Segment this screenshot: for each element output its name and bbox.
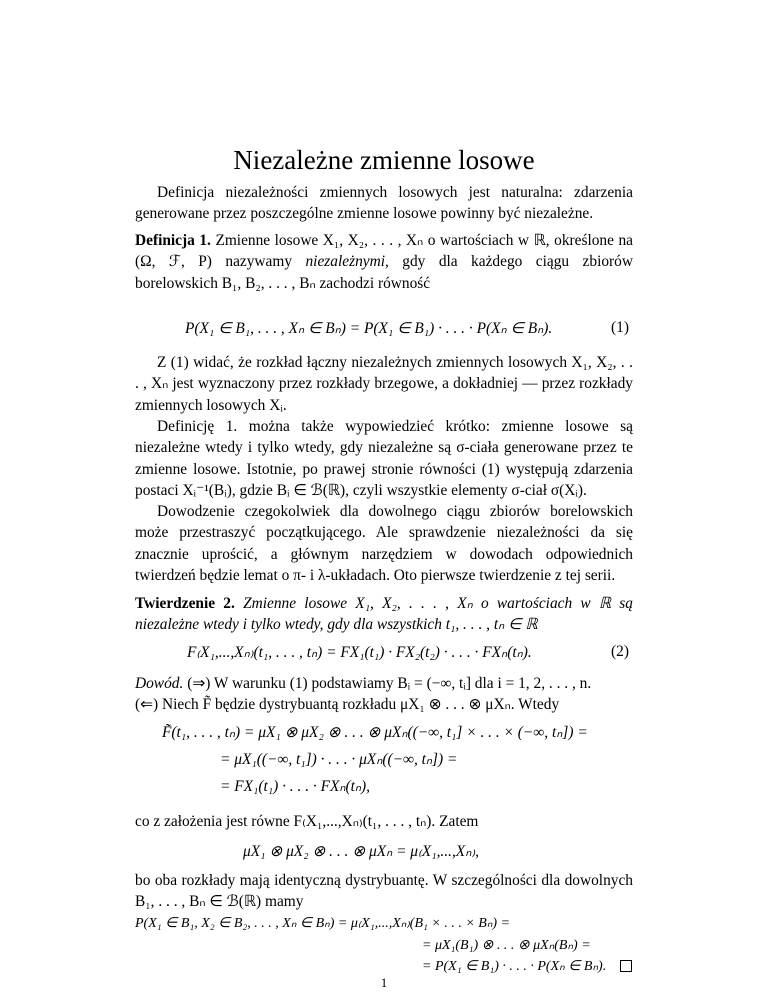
paragraph-5: co z założenia jest równe F₍X₁,...,Xₙ₎(t₁, . . . , tₙ). Zatem: [135, 813, 479, 830]
definition-text-b: gdy dla każdego ciągu zbiorów borelowskich B₁, B₂, . . . , Bₙ zachodzi równość: [135, 253, 633, 292]
equation-1: P(X₁ ∈ B₁, . . . , Xₙ ∈ Bₙ) = P(X₁ ∈ B₁) · . . . · P(Xₙ ∈ Bₙ).: [185, 320, 553, 337]
paragraph-4: Dowodzenie czegokolwiek dla dowolnego ciągu zbiorów borelowskich może przestraszyć początkującego. Ale sprawdzenie niezależności da się znacznie uprościć, a głównym narzędziem w dowodach odpowiednich twierdzeń będzie lemat o π- i λ-układach. Oto pierwsze twierdzenie z tej serii.: [135, 503, 633, 584]
equation-3-line-1: F̃(t₁, . . . , tₙ) = μX₁ ⊗ μX₂ ⊗ . . . ⊗ μXₙ((−∞, t₁] × . . . × (−∞, tₙ]) =: [162, 724, 588, 741]
proof-block: [135, 673, 633, 716]
paragraph-2: Z (1) widać, że rozkład łączny niezależnych zmiennych losowych X₁, X₂, . . . , Xₙ jest wyznaczony przez rozkłady brzegowe, a dokładniej — przez rozkłady zmiennych losowych Xᵢ.: [135, 354, 633, 414]
paragraph-6-text: bo oba rozkłady mają identyczną dystrybuantę. W szczególności dla dowolnych B₁, . . . , Bₙ ∈ ℬ(ℝ) mamy: [135, 872, 633, 911]
paragraph-3: Definicję 1. można także wypowiedzieć krótko: zmienne losowe są niezależne wtedy i tylko wtedy, gdy niezależne są σ-ciała generowane przez te zmienne losowe. Istotnie, po prawej stronie równości (1) występują zdarzenia postaci Xᵢ⁻¹(Bᵢ), gdzie Bᵢ ∈ ℬ(ℝ), czyli wszystkie elementy σ-ciał σ(Xᵢ).: [135, 418, 633, 499]
definition-block: [135, 230, 633, 294]
proof-line-2: (⇐) Niech F̃ będzie dystrybuantą rozkładu μX₁ ⊗ . . . ⊗ μXₙ. Wtedy: [135, 696, 560, 714]
definition-label: Definicja 1.: [135, 232, 211, 249]
theorem-block: [135, 593, 633, 636]
theorem-label: Twierdzenie 2.: [135, 595, 235, 612]
equation-5-line-3: = P(X₁ ∈ B₁) · . . . · P(Xₙ ∈ Bₙ).: [422, 959, 607, 974]
equation-3-line-2: = μX₁((−∞, t₁]) · . . . · μXₙ((−∞, tₙ]) =: [220, 751, 458, 768]
equation-5-line-1: P(X₁ ∈ B₁, X₂ ∈ B₂, . . . , Xₙ ∈ Bₙ) = μ₍X₁,...,Xₙ₎(B₁ × . . . × Bₙ) =: [135, 916, 511, 931]
page-title: Niezależne zmienne losowe: [233, 145, 535, 175]
definition-text-a: Zmienne losowe X₁, X₂, . . . , Xₙ o wartościach w ℝ, określone na (Ω, ℱ, P) nazywamy: [135, 232, 633, 271]
equation-5-line-2: = μX₁(B₁) ⊗ . . . ⊗ μXₙ(Bₙ) =: [422, 938, 591, 953]
equation-4: μX₁ ⊗ μX₂ ⊗ . . . ⊗ μXₙ = μ₍X₁,...,Xₙ₎,: [243, 843, 479, 860]
equation-2-number: (2): [611, 643, 629, 660]
page-number: 1: [380, 975, 388, 990]
definition-emph: niezależnymi,: [305, 253, 389, 271]
equation-3-line-3: = FX₁(t₁) · . . . · FXₙ(tₙ),: [220, 778, 371, 795]
proof-line-1: (⇒) W warunku (1) podstawiamy Bᵢ = (−∞, tᵢ] dla i = 1, 2, . . . , n.: [187, 675, 592, 692]
theorem-text: Zmienne losowe X₁, X₂, . . . , Xₙ o wartościach w ℝ są niezależne wtedy i tylko wtedy, gdy dla wszystkich t₁, . . . , tₙ ∈ ℝ: [135, 595, 633, 634]
proof-label: Dowód.: [135, 675, 184, 692]
equation-2: F₍X₁,...,Xₙ₎(t₁, . . . , tₙ) = FX₁(t₁) · FX₂(t₂) · . . . · FXₙ(tₙ).: [187, 644, 532, 661]
intro-paragraph: Definicja niezależności zmiennych losowych jest naturalna: zdarzenia generowane przez poszczególne zmienne losowe powinny być niezależne.: [135, 184, 633, 223]
equation-1-number: (1): [611, 319, 629, 336]
